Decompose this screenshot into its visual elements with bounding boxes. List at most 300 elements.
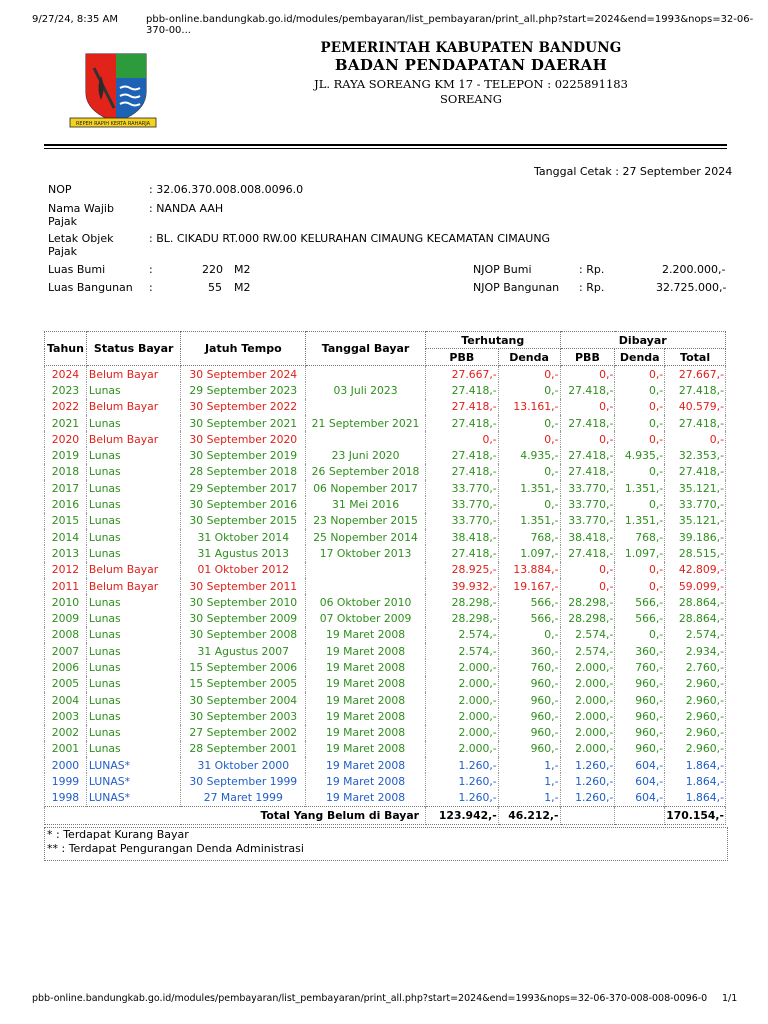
- cell-bpbb: 2.574,-: [560, 643, 615, 659]
- cell-total: 0,-: [665, 431, 726, 447]
- table-row: [45, 659, 726, 675]
- cell-pbb: 2.000,-: [425, 676, 498, 692]
- cell-bpbb: 2.000,-: [560, 659, 615, 675]
- cell-tanggal: 31 Mei 2016: [306, 496, 426, 512]
- njop-bumi-rp: : Rp.: [579, 263, 605, 276]
- letterhead: [250, 40, 692, 106]
- cell-denda: 960,-: [498, 741, 560, 757]
- logo-motto: REPEH RAPIH KERTA RAHARJA: [75, 121, 151, 127]
- col-status: Status Bayar: [86, 332, 181, 366]
- wp-label-2: Pajak: [48, 215, 78, 228]
- cell-pbb: 2.000,-: [425, 692, 498, 708]
- cell-bpbb: 2.000,-: [560, 725, 615, 741]
- table-row: [45, 627, 726, 643]
- cell-tanggal: [306, 562, 426, 578]
- cell-total: 33.770,-: [665, 496, 726, 512]
- cell-denda: 0,-: [498, 496, 560, 512]
- cell-tanggal: 19 Maret 2008: [306, 790, 426, 807]
- cell-jatuh: 30 September 2010: [181, 594, 306, 610]
- njop-bumi-value: 2.200.000,-: [662, 263, 726, 276]
- cell-bdenda: 0,-: [615, 366, 665, 383]
- col-dibayar-total: Total: [665, 349, 726, 366]
- cell-status: Lunas: [86, 594, 181, 610]
- cell-status: Belum Bayar: [86, 399, 181, 415]
- cell-jatuh: 01 Oktober 2012: [181, 562, 306, 578]
- cell-tahun: 2003: [45, 708, 87, 724]
- cell-status: Lunas: [86, 415, 181, 431]
- table-row: [45, 431, 726, 447]
- letterhead-line2: BADAN PENDAPATAN DAERAH: [334, 56, 608, 74]
- total-row: [45, 807, 726, 825]
- cell-tanggal: 19 Maret 2008: [306, 708, 426, 724]
- cell-bdenda: 0,-: [615, 399, 665, 415]
- cell-pbb: 2.000,-: [425, 659, 498, 675]
- cell-status: Belum Bayar: [86, 562, 181, 578]
- cell-denda: 1.351,-: [498, 513, 560, 529]
- cell-jatuh: 31 Agustus 2013: [181, 545, 306, 561]
- cell-bdenda: 4.935,-: [615, 447, 665, 463]
- print-date: Tanggal Cetak : 27 September 2024: [534, 165, 733, 178]
- cell-jatuh: 27 Maret 1999: [181, 790, 306, 807]
- cell-tanggal: 19 Maret 2008: [306, 757, 426, 773]
- cell-denda: 0,-: [498, 431, 560, 447]
- cell-bpbb: 2.000,-: [560, 676, 615, 692]
- cell-denda: 566,-: [498, 610, 560, 626]
- cell-tanggal: 23 Nopember 2015: [306, 513, 426, 529]
- cell-tanggal: [306, 366, 426, 383]
- cell-pbb: 2.000,-: [425, 708, 498, 724]
- col-group-dibayar: Dibayar: [560, 332, 726, 349]
- cell-total: 2.934,-: [665, 643, 726, 659]
- cell-jatuh: 30 September 2015: [181, 513, 306, 529]
- cell-bpbb: 1.260,-: [560, 790, 615, 807]
- cell-bdenda: 0,-: [615, 415, 665, 431]
- cell-status: Lunas: [86, 725, 181, 741]
- letterhead-line1: PEMERINTAH KABUPATEN BANDUNG: [320, 40, 622, 56]
- cell-pbb: 33.770,-: [425, 496, 498, 512]
- luas-bumi-colon: :: [149, 263, 153, 276]
- cell-tahun: 2000: [45, 757, 87, 773]
- table-row: [45, 496, 726, 512]
- cell-total: 28.864,-: [665, 594, 726, 610]
- table-row: [45, 708, 726, 724]
- cell-jatuh: 30 September 2003: [181, 708, 306, 724]
- cell-pbb: 1.260,-: [425, 757, 498, 773]
- cell-bpbb: 1.260,-: [560, 757, 615, 773]
- cell-tahun: 2018: [45, 464, 87, 480]
- cell-denda: 0,-: [498, 366, 560, 383]
- cell-status: Belum Bayar: [86, 578, 181, 594]
- cell-tahun: 2015: [45, 513, 87, 529]
- table-row: [45, 594, 726, 610]
- cell-bdenda: 1.351,-: [615, 480, 665, 496]
- col-tanggal-bayar: Tanggal Bayar: [306, 332, 426, 366]
- total-pbb: 123.942,-: [425, 807, 498, 825]
- total-denda: 46.212,-: [498, 807, 560, 825]
- cell-tahun: 2020: [45, 431, 87, 447]
- payment-history-table: [44, 331, 726, 825]
- cell-jatuh: 27 September 2002: [181, 725, 306, 741]
- table-row: [45, 529, 726, 545]
- cell-jatuh: 30 September 2009: [181, 610, 306, 626]
- cell-tahun: 1998: [45, 790, 87, 807]
- cell-bpbb: 2.000,-: [560, 741, 615, 757]
- cell-tanggal: 06 Nopember 2017: [306, 480, 426, 496]
- cell-total: 1.864,-: [665, 790, 726, 807]
- cell-pbb: 1.260,-: [425, 773, 498, 789]
- luas-bumi-unit: M2: [234, 263, 251, 276]
- cell-tanggal: 19 Maret 2008: [306, 643, 426, 659]
- cell-bpbb: 27.418,-: [560, 464, 615, 480]
- cell-jatuh: 30 September 2022: [181, 399, 306, 415]
- note-kurang-bayar: * : Terdapat Kurang Bayar: [47, 828, 189, 841]
- cell-total: 2.960,-: [665, 725, 726, 741]
- cell-denda: 960,-: [498, 676, 560, 692]
- total-label: Total Yang Belum di Bayar: [45, 807, 426, 825]
- cell-status: LUNAS*: [86, 757, 181, 773]
- cell-jatuh: 29 September 2023: [181, 382, 306, 398]
- luas-bangunan-colon: :: [149, 281, 153, 294]
- cell-bdenda: 0,-: [615, 496, 665, 512]
- cell-tahun: 2010: [45, 594, 87, 610]
- table-row: [45, 562, 726, 578]
- cell-status: Lunas: [86, 382, 181, 398]
- cell-denda: 760,-: [498, 659, 560, 675]
- cell-bdenda: 960,-: [615, 676, 665, 692]
- njop-bangunan-rp: : Rp.: [579, 281, 605, 294]
- cell-bpbb: 0,-: [560, 562, 615, 578]
- cell-tanggal: 21 September 2021: [306, 415, 426, 431]
- cell-total: 27.418,-: [665, 464, 726, 480]
- col-dibayar-denda: Denda: [615, 349, 665, 366]
- cell-bpbb: 0,-: [560, 399, 615, 415]
- cell-status: Lunas: [86, 610, 181, 626]
- cell-status: Lunas: [86, 741, 181, 757]
- table-row: [45, 480, 726, 496]
- cell-tahun: 2016: [45, 496, 87, 512]
- cell-denda: 0,-: [498, 464, 560, 480]
- cell-pbb: 28.925,-: [425, 562, 498, 578]
- cell-pbb: 28.298,-: [425, 610, 498, 626]
- cell-jatuh: 30 September 2008: [181, 627, 306, 643]
- cell-tahun: 2024: [45, 366, 87, 383]
- cell-tahun: 2001: [45, 741, 87, 757]
- cell-pbb: 2.000,-: [425, 725, 498, 741]
- table-row: [45, 741, 726, 757]
- cell-total: 2.574,-: [665, 627, 726, 643]
- cell-pbb: 27.418,-: [425, 545, 498, 561]
- cell-status: LUNAS*: [86, 790, 181, 807]
- col-dibayar-pbb: PBB: [560, 349, 615, 366]
- cell-bpbb: 33.770,-: [560, 480, 615, 496]
- cell-status: Lunas: [86, 447, 181, 463]
- cell-denda: 4.935,-: [498, 447, 560, 463]
- cell-pbb: 2.000,-: [425, 741, 498, 757]
- table-row: [45, 610, 726, 626]
- cell-tahun: 2022: [45, 399, 87, 415]
- nop-label: NOP: [48, 183, 72, 196]
- table-row: [45, 757, 726, 773]
- cell-bpbb: 33.770,-: [560, 513, 615, 529]
- cell-jatuh: 30 September 2021: [181, 415, 306, 431]
- cell-bdenda: 960,-: [615, 708, 665, 724]
- lo-label-2: Pajak: [48, 245, 78, 258]
- letterhead-rule-thin: [44, 148, 727, 149]
- note-pengurangan-denda: ** : Terdapat Pengurangan Denda Administrasi: [47, 842, 304, 855]
- lo-label-1: Letak Objek: [48, 232, 114, 245]
- cell-denda: 0,-: [498, 415, 560, 431]
- cell-total: 2.960,-: [665, 692, 726, 708]
- cell-tanggal: 07 Oktober 2009: [306, 610, 426, 626]
- cell-bdenda: 0,-: [615, 431, 665, 447]
- cell-tanggal: 19 Maret 2008: [306, 676, 426, 692]
- njop-bumi-label: NJOP Bumi: [473, 263, 532, 276]
- cell-denda: 768,-: [498, 529, 560, 545]
- cell-tahun: 2012: [45, 562, 87, 578]
- regency-logo: [64, 48, 162, 130]
- cell-jatuh: 15 September 2005: [181, 676, 306, 692]
- cell-jatuh: 30 September 2020: [181, 431, 306, 447]
- cell-bpbb: 28.298,-: [560, 610, 615, 626]
- cell-pbb: 28.298,-: [425, 594, 498, 610]
- cell-denda: 0,-: [498, 627, 560, 643]
- table-row: [45, 773, 726, 789]
- njop-bangunan-value: 32.725.000,-: [656, 281, 727, 294]
- cell-status: Lunas: [86, 496, 181, 512]
- cell-jatuh: 28 September 2018: [181, 464, 306, 480]
- table-row: [45, 366, 726, 383]
- cell-bpbb: 2.574,-: [560, 627, 615, 643]
- cell-total: 27.667,-: [665, 366, 726, 383]
- cell-pbb: 33.770,-: [425, 513, 498, 529]
- cell-jatuh: 30 September 2016: [181, 496, 306, 512]
- table-row: [45, 578, 726, 594]
- cell-pbb: 38.418,-: [425, 529, 498, 545]
- cell-total: 27.418,-: [665, 415, 726, 431]
- cell-tahun: 2014: [45, 529, 87, 545]
- cell-tanggal: 19 Maret 2008: [306, 627, 426, 643]
- cell-tanggal: 26 September 2018: [306, 464, 426, 480]
- cell-total: 32.353,-: [665, 447, 726, 463]
- cell-tahun: 2019: [45, 447, 87, 463]
- cell-pbb: 27.418,-: [425, 447, 498, 463]
- cell-total: 40.579,-: [665, 399, 726, 415]
- cell-pbb: 27.418,-: [425, 382, 498, 398]
- wp-value: : NANDA AAH: [149, 202, 224, 215]
- cell-total: 27.418,-: [665, 382, 726, 398]
- cell-status: Lunas: [86, 692, 181, 708]
- cell-status: Lunas: [86, 676, 181, 692]
- luas-bumi-label: Luas Bumi: [48, 263, 106, 276]
- cell-tahun: 2013: [45, 545, 87, 561]
- cell-pbb: 2.574,-: [425, 643, 498, 659]
- cell-denda: 1,-: [498, 773, 560, 789]
- cell-jatuh: 30 September 2011: [181, 578, 306, 594]
- cell-denda: 360,-: [498, 643, 560, 659]
- cell-total: 28.864,-: [665, 610, 726, 626]
- cell-tahun: 2008: [45, 627, 87, 643]
- print-header: [0, 14, 768, 36]
- cell-tahun: 2005: [45, 676, 87, 692]
- cell-bdenda: 604,-: [615, 773, 665, 789]
- table-row: [45, 415, 726, 431]
- luas-bangunan-value: 55: [208, 281, 222, 294]
- cell-pbb: 2.574,-: [425, 627, 498, 643]
- cell-tanggal: 19 Maret 2008: [306, 659, 426, 675]
- cell-tanggal: 03 Juli 2023: [306, 382, 426, 398]
- cell-tahun: 2011: [45, 578, 87, 594]
- col-terhutang-denda: Denda: [498, 349, 560, 366]
- total-empty-2: [615, 807, 665, 825]
- col-jatuh-tempo: Jatuh Tempo: [181, 332, 306, 366]
- cell-bdenda: 0,-: [615, 464, 665, 480]
- table-row: [45, 382, 726, 398]
- cell-total: 39.186,-: [665, 529, 726, 545]
- table-row: [45, 464, 726, 480]
- cell-bpbb: 38.418,-: [560, 529, 615, 545]
- luas-bumi-value: 220: [202, 263, 223, 276]
- cell-tanggal: 19 Maret 2008: [306, 692, 426, 708]
- cell-bdenda: 566,-: [615, 594, 665, 610]
- cell-tanggal: [306, 431, 426, 447]
- cell-tanggal: 06 Oktober 2010: [306, 594, 426, 610]
- cell-total: 35.121,-: [665, 480, 726, 496]
- cell-bpbb: 27.418,-: [560, 382, 615, 398]
- cell-bdenda: 0,-: [615, 562, 665, 578]
- table-row: [45, 399, 726, 415]
- cell-jatuh: 31 Agustus 2007: [181, 643, 306, 659]
- cell-status: Lunas: [86, 659, 181, 675]
- letterhead-rule-thick: [44, 144, 727, 146]
- cell-bdenda: 0,-: [615, 627, 665, 643]
- cell-total: 2.960,-: [665, 708, 726, 724]
- nop-value: : 32.06.370.008.008.0096.0: [149, 183, 304, 196]
- cell-bpbb: 27.418,-: [560, 545, 615, 561]
- cell-jatuh: 31 Oktober 2014: [181, 529, 306, 545]
- cell-bdenda: 360,-: [615, 643, 665, 659]
- cell-tanggal: 19 Maret 2008: [306, 773, 426, 789]
- cell-total: 1.864,-: [665, 757, 726, 773]
- cell-jatuh: 30 September 2019: [181, 447, 306, 463]
- cell-total: 28.515,-: [665, 545, 726, 561]
- cell-bpbb: 28.298,-: [560, 594, 615, 610]
- cell-status: Belum Bayar: [86, 431, 181, 447]
- cell-bdenda: 760,-: [615, 659, 665, 675]
- legend-notes: [44, 827, 728, 861]
- table-row: [45, 513, 726, 529]
- letterhead-city: SOREANG: [440, 92, 502, 106]
- cell-tahun: 2004: [45, 692, 87, 708]
- cell-bdenda: 1.097,-: [615, 545, 665, 561]
- cell-tahun: 2017: [45, 480, 87, 496]
- cell-denda: 566,-: [498, 594, 560, 610]
- cell-bpbb: 0,-: [560, 431, 615, 447]
- table-row: [45, 692, 726, 708]
- cell-bdenda: 960,-: [615, 692, 665, 708]
- cell-total: 42.809,-: [665, 562, 726, 578]
- cell-pbb: 27.667,-: [425, 366, 498, 383]
- cell-bpbb: 2.000,-: [560, 708, 615, 724]
- cell-tanggal: 19 Maret 2008: [306, 725, 426, 741]
- col-terhutang-pbb: PBB: [425, 349, 498, 366]
- cell-pbb: 39.932,-: [425, 578, 498, 594]
- total-total: 170.154,-: [665, 807, 726, 825]
- luas-bangunan-unit: M2: [234, 281, 251, 294]
- cell-tanggal: 19 Maret 2008: [306, 741, 426, 757]
- cell-bdenda: 604,-: [615, 790, 665, 807]
- cell-bdenda: 1.351,-: [615, 513, 665, 529]
- cell-status: Lunas: [86, 529, 181, 545]
- cell-tanggal: 23 Juni 2020: [306, 447, 426, 463]
- cell-tanggal: [306, 399, 426, 415]
- cell-pbb: 27.418,-: [425, 464, 498, 480]
- cell-total: 2.960,-: [665, 741, 726, 757]
- cell-tahun: 2006: [45, 659, 87, 675]
- cell-total: 1.864,-: [665, 773, 726, 789]
- cell-tanggal: 25 Nopember 2014: [306, 529, 426, 545]
- cell-tahun: 1999: [45, 773, 87, 789]
- cell-jatuh: 30 September 1999: [181, 773, 306, 789]
- cell-status: Lunas: [86, 480, 181, 496]
- cell-bdenda: 604,-: [615, 757, 665, 773]
- print-url: pbb-online.bandungkab.go.id/modules/pembayaran/list_pembayaran/print_all.php?start=2024&end=1993&nops=32-06-370-00...: [146, 14, 754, 36]
- cell-status: Belum Bayar: [86, 366, 181, 383]
- cell-bdenda: 0,-: [615, 382, 665, 398]
- cell-denda: 960,-: [498, 708, 560, 724]
- cell-denda: 13.161,-: [498, 399, 560, 415]
- cell-status: Lunas: [86, 643, 181, 659]
- table-row: [45, 725, 726, 741]
- cell-denda: 19.167,-: [498, 578, 560, 594]
- col-tahun: Tahun: [45, 332, 87, 366]
- col-group-terhutang: Terhutang: [425, 332, 560, 349]
- cell-status: Lunas: [86, 545, 181, 561]
- cell-bpbb: 33.770,-: [560, 496, 615, 512]
- cell-denda: 13.884,-: [498, 562, 560, 578]
- cell-denda: 960,-: [498, 725, 560, 741]
- cell-bpbb: 27.418,-: [560, 415, 615, 431]
- cell-status: Lunas: [86, 708, 181, 724]
- cell-tahun: 2007: [45, 643, 87, 659]
- cell-pbb: 27.418,-: [425, 415, 498, 431]
- table-row: [45, 790, 726, 807]
- luas-bangunan-label: Luas Bangunan: [48, 281, 133, 294]
- table-row: [45, 676, 726, 692]
- wp-label-1: Nama Wajib: [48, 202, 114, 215]
- cell-total: 2.960,-: [665, 676, 726, 692]
- cell-pbb: 33.770,-: [425, 480, 498, 496]
- cell-jatuh: 30 September 2004: [181, 692, 306, 708]
- cell-status: Lunas: [86, 513, 181, 529]
- cell-jatuh: 30 September 2024: [181, 366, 306, 383]
- cell-total: 35.121,-: [665, 513, 726, 529]
- cell-denda: 1,-: [498, 757, 560, 773]
- total-empty-1: [560, 807, 615, 825]
- cell-pbb: 1.260,-: [425, 790, 498, 807]
- cell-denda: 0,-: [498, 382, 560, 398]
- cell-denda: 1,-: [498, 790, 560, 807]
- cell-bdenda: 0,-: [615, 578, 665, 594]
- cell-denda: 1.351,-: [498, 480, 560, 496]
- print-datetime: 9/27/24, 8:35 AM: [32, 14, 119, 25]
- cell-jatuh: 28 September 2001: [181, 741, 306, 757]
- njop-bangunan-label: NJOP Bangunan: [473, 281, 560, 294]
- cell-pbb: 0,-: [425, 431, 498, 447]
- cell-pbb: 27.418,-: [425, 399, 498, 415]
- cell-total: 59.099,-: [665, 578, 726, 594]
- cell-tahun: 2021: [45, 415, 87, 431]
- cell-denda: 960,-: [498, 692, 560, 708]
